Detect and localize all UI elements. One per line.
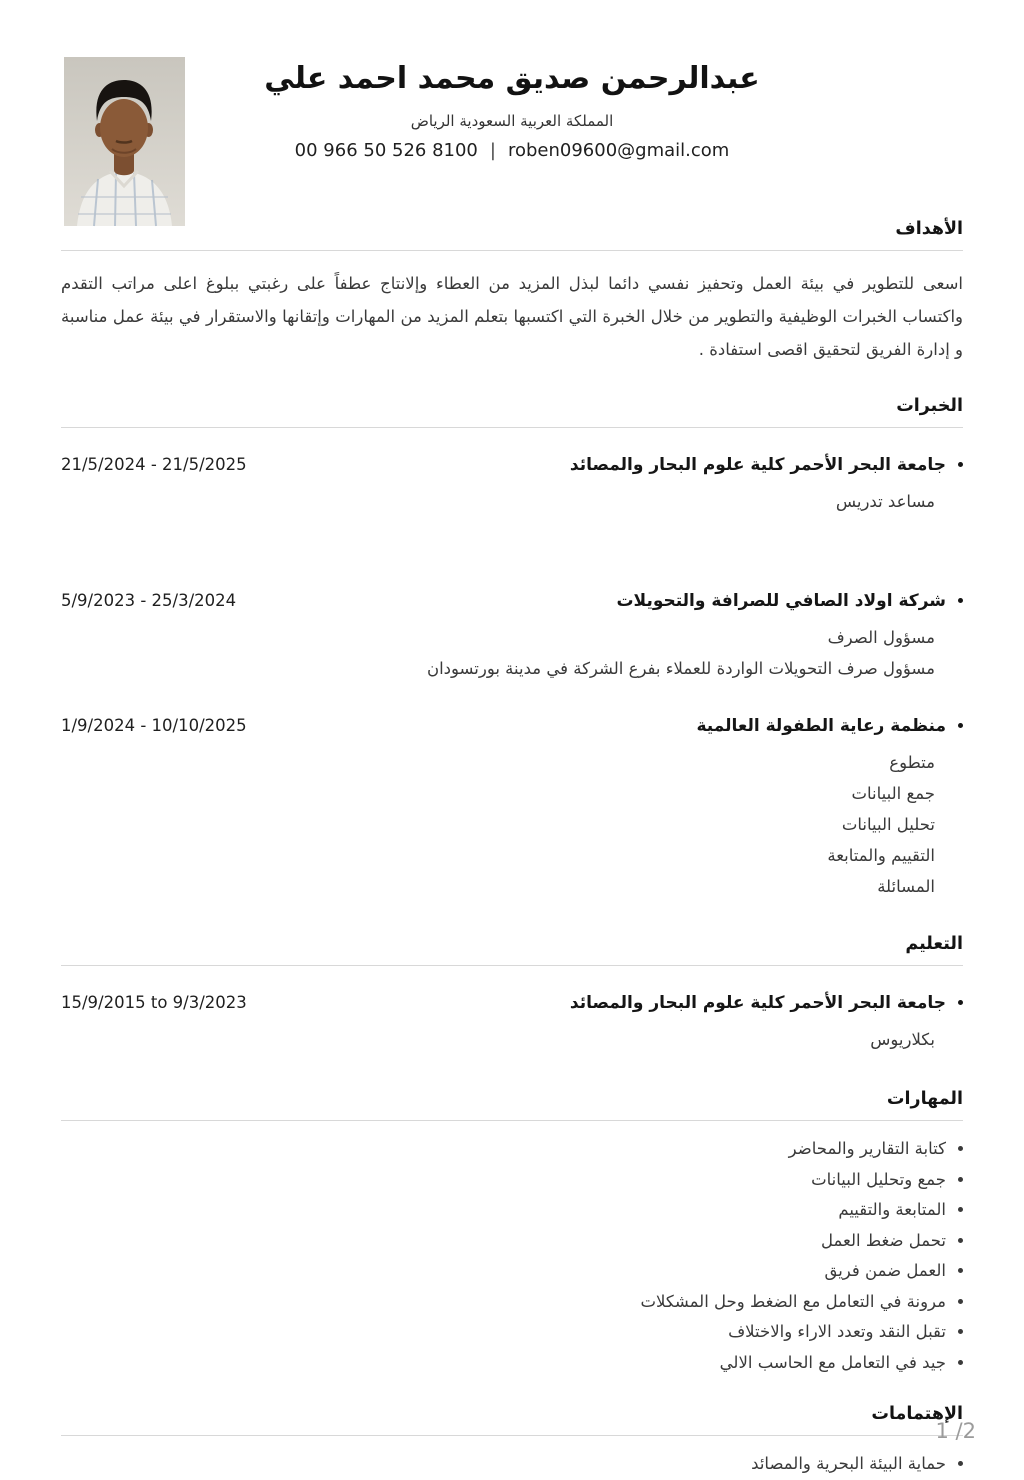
section-objectives <box>61 217 963 366</box>
phone-number: 00 966 50 526 8100 <box>294 140 478 161</box>
page-number: 1 /2 <box>935 1419 976 1443</box>
entry-organization: • جامعة البحر الأحمر كلية علوم البحار والمصائد <box>61 453 946 477</box>
candidate-location: المملكة العربية السعودية الرياض <box>410 112 614 130</box>
skill-item: • العمل ضمن فريق <box>61 1256 946 1287</box>
skill-item: • المتابعة والتقييم <box>61 1195 946 1226</box>
entry-detail: مسؤول صرف التحويلات الواردة للعملاء بفرع الشركة في مدينة بورتسودان <box>426 659 935 678</box>
contact-separator: | <box>489 140 496 161</box>
entry-dates: 15/9/2015 to 9/3/2023 <box>61 993 247 1012</box>
profile-photo <box>64 57 185 226</box>
skill-item: • كتابة التقارير والمحاضر <box>61 1134 946 1165</box>
section-divider <box>61 1435 963 1436</box>
skill-item: • تحمل ضغط العمل <box>61 1226 946 1257</box>
entry-detail: بكلاريوس <box>870 1030 935 1049</box>
entry-detail: المسائلة <box>877 877 935 896</box>
experience-entry <box>61 453 963 517</box>
entry-details <box>61 486 963 517</box>
skill-item: • جيد في التعامل مع الحاسب الالي <box>61 1348 946 1379</box>
skills-title: المهارات <box>886 1089 963 1109</box>
entry-detail: جمع البيانات <box>851 784 935 803</box>
entry-detail: التقييم والمتابعة <box>827 846 935 865</box>
interests-list <box>61 1449 963 1480</box>
education-entry <box>61 991 963 1055</box>
section-divider <box>61 1120 963 1121</box>
entry-details <box>61 622 963 684</box>
section-divider <box>61 427 963 428</box>
skills-list <box>61 1134 963 1378</box>
skill-item: • تقبل النقد وتعدد الاراء والاختلاف <box>61 1317 946 1348</box>
objective-text: اسعى للتطوير في بيئة العمل وتحفيز نفسي دائما لبذل المزيد من العطاء وإلانتاج عطفاً على رغبتي ببلوغ اعلى مراتب التقدم واكتساب الخبرات الوظيفية والتطوير من خلال الخبرة التي اكتسبها بتعلم المزيد من المهارات وإتقانها والاستقرار في بيئة عمل مناسبة و إدارة الفريق لتحقيق اقصى استفادة . <box>61 274 963 359</box>
entry-details <box>61 1024 963 1055</box>
objectives-title: الأهداف <box>895 219 963 239</box>
entry-details <box>61 747 963 902</box>
entry-detail: متطوع <box>889 753 935 772</box>
entry-organization: • شركة اولاد الصافي للصرافة والتحويلات <box>61 589 946 613</box>
section-divider <box>61 965 963 966</box>
experience-entry <box>61 589 963 684</box>
entry-detail: مسؤول الصرف <box>827 628 935 647</box>
section-interests <box>61 1402 963 1480</box>
entry-organization: • منظمة رعاية الطفولة العالمية <box>61 714 946 738</box>
interest-item: • حماية البيئة البحرية والمصائد <box>61 1449 946 1480</box>
entry-dates: 1/9/2024 - 10/10/2025 <box>61 716 247 735</box>
skill-item: • مرونة في التعامل مع الضغط وحل المشكلات <box>61 1287 946 1318</box>
interests-title: الإهتمامات <box>871 1404 963 1424</box>
entry-detail: تحليل البيانات <box>841 815 935 834</box>
education-title: التعليم <box>905 934 963 954</box>
skill-item: • جمع وتحليل البيانات <box>61 1165 946 1196</box>
candidate-name: عبدالرحمن صديق محمد احمد علي <box>264 61 760 96</box>
entry-organization: • جامعة البحر الأحمر كلية علوم البحار والمصائد <box>61 991 946 1015</box>
section-education <box>61 932 963 1055</box>
section-skills <box>61 1087 963 1378</box>
entry-dates: 21/5/2024 - 21/5/2025 <box>61 455 247 474</box>
section-experience <box>61 394 963 902</box>
resume-header <box>61 0 963 161</box>
entry-dates: 5/9/2023 - 25/3/2024 <box>61 591 237 610</box>
section-divider <box>61 250 963 251</box>
email-address: roben09600@gmail.com <box>507 140 730 161</box>
contact-line <box>61 140 963 161</box>
entry-detail: مساعد تدريس <box>835 492 935 511</box>
experience-title: الخبرات <box>896 396 963 416</box>
profile-photo-image <box>64 57 185 226</box>
experience-entry <box>61 714 963 902</box>
